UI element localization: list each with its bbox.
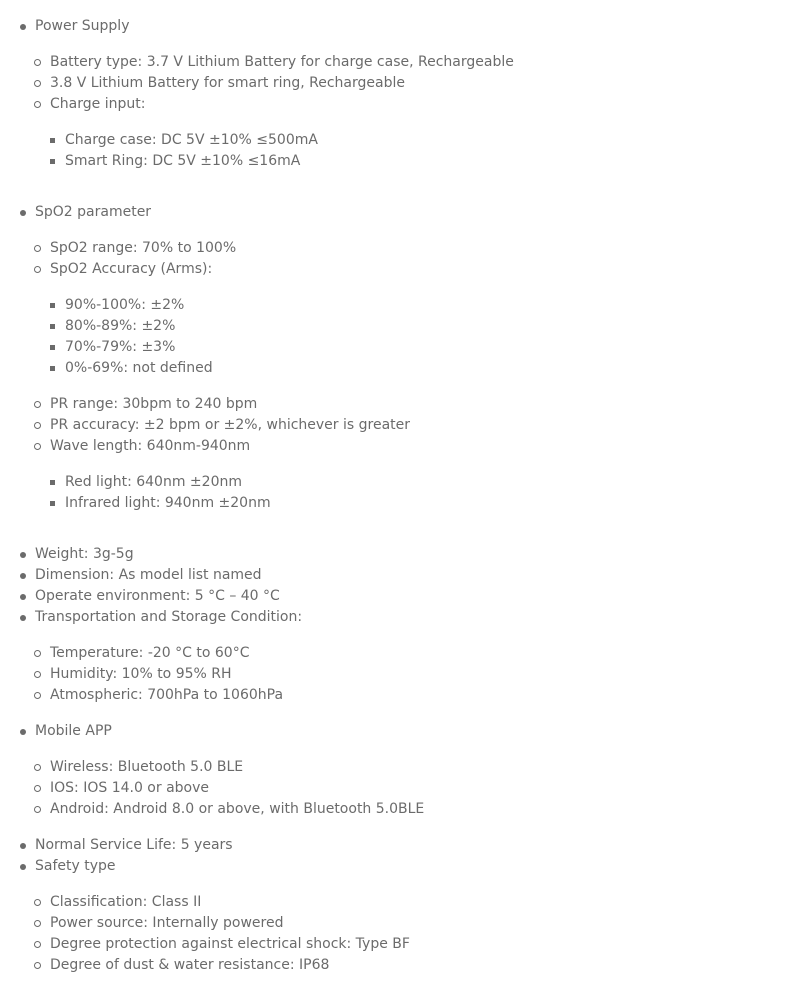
list-item-text: PR range: 30bpm to 240 bpm <box>50 396 258 412</box>
disc-bullet-icon <box>20 729 26 735</box>
list-item-text: Dimension: As model list named <box>35 567 262 583</box>
list-item <box>50 94 145 115</box>
list-item-text: Power Supply <box>35 18 130 34</box>
list-item-text: Infrared light: 940nm ±20nm <box>65 495 271 511</box>
list-item-text: Mobile APP <box>35 723 112 739</box>
list-item-text: SpO2 range: 70% to 100% <box>50 240 237 256</box>
circle-bullet-icon <box>34 920 41 927</box>
list-item-text: PR accuracy: ±2 bpm or ±2%, whichever is greater <box>50 417 411 433</box>
list-item <box>35 856 116 877</box>
disc-bullet-icon <box>20 615 26 621</box>
list-item-text: 3.8 V Lithium Battery for smart ring, Rechargeable <box>50 75 405 91</box>
list-item <box>50 52 514 73</box>
list-item-text: Wave length: 640nm-940nm <box>50 438 251 454</box>
circle-bullet-icon <box>34 401 41 408</box>
list-item-text: Classification: Class II <box>50 894 202 910</box>
disc-bullet-icon <box>20 24 26 30</box>
square-bullet-icon <box>50 138 55 143</box>
list-item <box>50 259 212 280</box>
circle-bullet-icon <box>34 692 41 699</box>
list-item <box>50 892 201 913</box>
circle-bullet-icon <box>34 785 41 792</box>
list-item <box>50 934 410 955</box>
circle-bullet-icon <box>34 671 41 678</box>
list-item-text: 90%-100%: ±2% <box>65 297 185 313</box>
list-item-text: Wireless: Bluetooth 5.0 BLE <box>50 759 244 775</box>
list-item-text: Power source: Internally powered <box>50 915 284 931</box>
circle-bullet-icon <box>34 899 41 906</box>
circle-bullet-icon <box>34 80 41 87</box>
list-item <box>65 337 175 358</box>
list-item <box>65 295 184 316</box>
square-bullet-icon <box>50 366 55 371</box>
list-item <box>35 16 130 37</box>
circle-bullet-icon <box>34 422 41 429</box>
disc-bullet-icon <box>20 843 26 849</box>
list-item <box>50 685 283 706</box>
circle-bullet-icon <box>34 266 41 273</box>
list-item-text: Temperature: -20 °C to 60°C <box>50 645 250 661</box>
list-item-text: Red light: 640nm ±20nm <box>65 474 242 490</box>
list-item-text: Operate environment: 5 °C – 40 °C <box>35 588 280 604</box>
list-item-text: 0%-69%: not defined <box>65 360 213 376</box>
list-item-text: Charge input: <box>50 96 146 112</box>
disc-bullet-icon <box>20 594 26 600</box>
disc-bullet-icon <box>20 573 26 579</box>
list-item <box>50 757 243 778</box>
list-item-text: Transportation and Storage Condition: <box>35 609 303 625</box>
circle-bullet-icon <box>34 764 41 771</box>
list-item <box>50 73 405 94</box>
list-item-text: Degree protection against electrical shock: Type BF <box>50 936 410 952</box>
list-item <box>65 151 300 172</box>
circle-bullet-icon <box>34 650 41 657</box>
list-item <box>50 778 209 799</box>
square-bullet-icon <box>50 324 55 329</box>
list-item <box>50 238 236 259</box>
disc-bullet-icon <box>20 210 26 216</box>
list-item <box>35 607 302 628</box>
list-item <box>65 130 318 151</box>
list-item-text: Battery type: 3.7 V Lithium Battery for charge case, Rechargeable <box>50 54 514 70</box>
list-item <box>35 565 262 586</box>
list-item <box>50 913 283 934</box>
list-item-text: Android: Android 8.0 or above, with Bluetooth 5.0BLE <box>50 801 425 817</box>
square-bullet-icon <box>50 501 55 506</box>
list-item <box>50 955 329 976</box>
list-item-text: 80%-89%: ±2% <box>65 318 176 334</box>
square-bullet-icon <box>50 159 55 164</box>
list-item-text: Degree of dust & water resistance: IP68 <box>50 957 330 973</box>
list-item-text: IOS: IOS 14.0 or above <box>50 780 210 796</box>
list-item <box>50 436 250 457</box>
square-bullet-icon <box>50 303 55 308</box>
list-item <box>35 544 134 565</box>
circle-bullet-icon <box>34 806 41 813</box>
list-item <box>50 415 410 436</box>
list-item <box>35 586 280 607</box>
list-item-text: Smart Ring: DC 5V ±10% ≤16mA <box>65 153 301 169</box>
list-item <box>50 664 232 685</box>
list-item-text: 70%-79%: ±3% <box>65 339 176 355</box>
list-item <box>35 202 151 223</box>
square-bullet-icon <box>50 345 55 350</box>
circle-bullet-icon <box>34 245 41 252</box>
list-item-text: Safety type <box>35 858 116 874</box>
circle-bullet-icon <box>34 443 41 450</box>
list-item <box>50 394 257 415</box>
list-item <box>35 835 233 856</box>
list-item <box>50 799 424 820</box>
list-item <box>65 472 242 493</box>
list-item-text: Weight: 3g-5g <box>35 546 134 562</box>
list-item-text: Humidity: 10% to 95% RH <box>50 666 232 682</box>
list-item-text: Normal Service Life: 5 years <box>35 837 233 853</box>
disc-bullet-icon <box>20 552 26 558</box>
circle-bullet-icon <box>34 941 41 948</box>
list-item <box>65 316 175 337</box>
square-bullet-icon <box>50 480 55 485</box>
list-item-text: Charge case: DC 5V ±10% ≤500mA <box>65 132 318 148</box>
list-item-text: Atmospheric: 700hPa to 1060hPa <box>50 687 284 703</box>
list-item <box>65 358 213 379</box>
circle-bullet-icon <box>34 962 41 969</box>
list-item-text: SpO2 Accuracy (Arms): <box>50 261 213 277</box>
circle-bullet-icon <box>34 59 41 66</box>
disc-bullet-icon <box>20 864 26 870</box>
list-item <box>35 721 112 742</box>
circle-bullet-icon <box>34 101 41 108</box>
list-item-text: SpO2 parameter <box>35 204 152 220</box>
list-item <box>50 643 250 664</box>
list-item <box>65 493 271 514</box>
